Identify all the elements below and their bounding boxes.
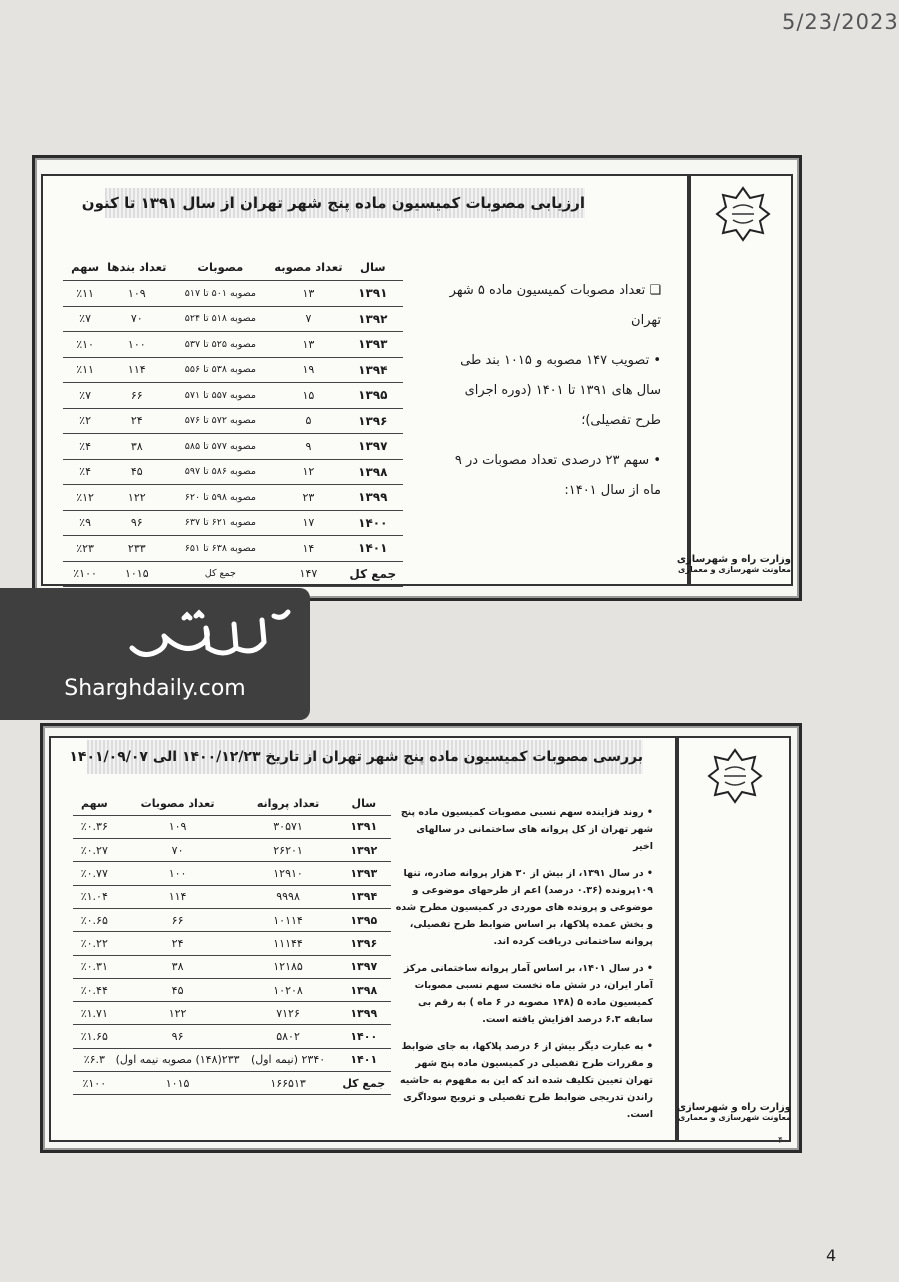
table-row (63, 332, 403, 358)
table-cell: ۱۳۹۸ (337, 978, 391, 1001)
table-cell: ٪۱۲ (63, 485, 107, 511)
table-cell: ٪۰.۲۷ (73, 839, 116, 862)
table-cell: مصوبه ۵۷۷ تا ۵۸۵ (166, 434, 274, 460)
col-header: سال (343, 254, 403, 281)
table-cell: ۱۳۹۷ (337, 955, 391, 978)
table-cell: ۵۸۰۲ (240, 1025, 337, 1048)
slide-2-table (73, 792, 391, 1095)
table-cell: ۱۳۹۵ (337, 908, 391, 931)
org-subtitle: معاونت شهرسازی و معماری (678, 565, 791, 574)
table-cell: ۱۴۰۰ (337, 1025, 391, 1048)
org-name: وزارت راه و شهرسازی (676, 554, 791, 565)
table-row (73, 932, 391, 955)
table-cell: ٪۱.۷۱ (73, 1002, 116, 1025)
slide-1-bullets (435, 276, 661, 516)
table-cell: ۱۶۶۵۱۳ (240, 1072, 337, 1095)
table-cell: ۱۰۱۵ (107, 561, 166, 587)
col-header: تعداد مصوبات (116, 792, 240, 815)
table-cell: ۱۲۲ (107, 485, 166, 511)
col-header: تعداد پروانه (240, 792, 337, 815)
col-header: تعداد مصوبه (274, 254, 342, 281)
table-cell: ۲۳۳(۱۴۸) مصوبه نیمه اول) (116, 1048, 240, 1071)
checkbox-icon: ❏ (649, 283, 661, 298)
table-cell: ٪۰.۷۷ (73, 862, 116, 885)
table-row (63, 357, 403, 383)
table-cell: ۱۳۹۲ (343, 306, 403, 332)
table-cell: ۷۰ (116, 839, 240, 862)
table-cell: ٪۱۰۰ (73, 1072, 116, 1095)
table-cell: ۱۱۴ (116, 885, 240, 908)
ministry-logo-icon (715, 186, 771, 246)
table-cell: ٪۰.۶۵ (73, 908, 116, 931)
slide-1-org (677, 554, 791, 574)
table-cell: ۷۰ (107, 306, 166, 332)
table-row (73, 885, 391, 908)
table-cell: ٪۰.۴۴ (73, 978, 116, 1001)
table-cell: ۱۴۰۱ (343, 536, 403, 562)
table-cell: مصوبه ۵۱۸ تا ۵۲۴ (166, 306, 274, 332)
table-cell: ۱۰۱۱۴ (240, 908, 337, 931)
site-url: Sharghdaily.com (64, 676, 246, 701)
table-cell: مصوبه ۵۹۸ تا ۶۲۰ (166, 485, 274, 511)
org-subtitle: معاونت شهرسازی و معماری (678, 1113, 791, 1122)
table-row (63, 281, 403, 307)
table-cell: ۱۰۹ (107, 281, 166, 307)
table-row (73, 815, 391, 838)
table-row (73, 1025, 391, 1048)
table-cell: ۱۰۹ (116, 815, 240, 838)
table-row (63, 383, 403, 409)
table-cell: مصوبه ۶۲۱ تا ۶۳۷ (166, 510, 274, 536)
table-row (73, 862, 391, 885)
table-cell: ۱۲ (274, 459, 342, 485)
table-cell: ۱۳۹۴ (343, 357, 403, 383)
table-row (63, 510, 403, 536)
table-cell: ۱۳۹۱ (343, 281, 403, 307)
table-cell: ۱۴ (274, 536, 342, 562)
table-cell: مصوبه ۶۳۸ تا ۶۵۱ (166, 536, 274, 562)
table-cell: ۱۵ (274, 383, 342, 409)
slide-1-table (63, 254, 403, 587)
table-row (73, 955, 391, 978)
table-cell: ۱۹ (274, 357, 342, 383)
table-cell: ۱۳۹۹ (337, 1002, 391, 1025)
table-cell: ۱۳۹۹ (343, 485, 403, 511)
shargh-logo (124, 598, 294, 668)
bullet-item: • به عبارت دیگر بیش از ۶ درصد پلاکها، به جای ضوابط و مقررات طرح تفصیلی در کمیسیون ماده پنج شهر تهران تعیین تکلیف شده اند که این به مفهوم به حاشیه راندن تدریجی ضوابط طرح تفصیلی و ترویج سوداگری است. (400, 1041, 653, 1120)
table-row (63, 434, 403, 460)
table-cell: ۹۶ (116, 1025, 240, 1048)
table-cell: مصوبه ۵۲۵ تا ۵۳۷ (166, 332, 274, 358)
table-cell: ۲۳۴۰ (نیمه اول) (240, 1048, 337, 1071)
table-cell: ۱۰۰ (116, 862, 240, 885)
scan-date: 5/23/2023 (782, 10, 899, 34)
table-cell: ٪۱۰ (63, 332, 107, 358)
slide-2-org (677, 1102, 791, 1122)
table-cell: ٪۷ (63, 306, 107, 332)
slide-2 (40, 723, 802, 1153)
table-cell: ٪۴ (63, 434, 107, 460)
table-cell: ۱۳ (274, 332, 342, 358)
table-cell: ۱۳۹۸ (343, 459, 403, 485)
total-row (73, 1072, 391, 1095)
table-row (63, 306, 403, 332)
col-header: تعداد بندها (107, 254, 166, 281)
total-row (63, 561, 403, 587)
org-name: وزارت راه و شهرسازی (676, 1102, 791, 1113)
table-cell: ۳۸ (116, 955, 240, 978)
table-cell: ٪۰.۳۱ (73, 955, 116, 978)
table-cell: ٪۱.۶۵ (73, 1025, 116, 1048)
table-row (63, 408, 403, 434)
table-cell: ۶۶ (107, 383, 166, 409)
bullet-item: • سهم ۲۳ درصدی تعداد مصوبات در ۹ ماه از سال ۱۴۰۱: (454, 453, 661, 498)
table-cell: ۵ (274, 408, 342, 434)
table-cell: ۷ (274, 306, 342, 332)
table-cell: ٪۴ (63, 459, 107, 485)
table-cell: ۹۹۹۸ (240, 885, 337, 908)
table-cell: ۱۳۹۶ (337, 932, 391, 955)
table-cell: ۱۰۱۵ (116, 1072, 240, 1095)
table-row (73, 978, 391, 1001)
table-row (73, 908, 391, 931)
table-cell: ٪۰.۳۶ (73, 815, 116, 838)
table-cell: ٪۲۳ (63, 536, 107, 562)
table-cell: ۲۴ (116, 932, 240, 955)
table-cell: مصوبه ۵۸۶ تا ۵۹۷ (166, 459, 274, 485)
table-cell: ٪۲ (63, 408, 107, 434)
table-cell: ۱۳۹۷ (343, 434, 403, 460)
watermark-banner (0, 588, 310, 720)
table-cell: جمع کل (166, 561, 274, 587)
table-cell: ۱۲۹۱۰ (240, 862, 337, 885)
table-cell: ٪۹ (63, 510, 107, 536)
table-row (73, 1048, 391, 1071)
table-cell: ۱۳۹۱ (337, 815, 391, 838)
table-cell: ۱۴۰۰ (343, 510, 403, 536)
table-cell: ۲۴ (107, 408, 166, 434)
col-header: سال (337, 792, 391, 815)
table-cell: ۹ (274, 434, 342, 460)
table-cell: ۱۳۹۲ (337, 839, 391, 862)
table-cell: ۱۳ (274, 281, 342, 307)
table-cell: ۱۳۹۵ (343, 383, 403, 409)
table-cell: ۴۵ (107, 459, 166, 485)
table-cell: ٪۷ (63, 383, 107, 409)
table-cell: ۳۰۵۷۱ (240, 815, 337, 838)
table-cell: ۱۲۱۸۵ (240, 955, 337, 978)
bullet-item: ❏ تعداد مصوبات کمیسیون ماده ۵ شهر تهران (449, 283, 661, 328)
table-cell: ۱۷ (274, 510, 342, 536)
table-cell: ٪۱۱ (63, 357, 107, 383)
table-cell: جمع کل (343, 561, 403, 587)
table-cell: ۱۰۲۰۸ (240, 978, 337, 1001)
table-cell: ۱۱۱۴۴ (240, 932, 337, 955)
slide-1 (32, 155, 802, 601)
col-header: سهم (63, 254, 107, 281)
table-cell: مصوبه ۵۳۸ تا ۵۵۶ (166, 357, 274, 383)
bullet-item: • روند فزاینده سهم نسبی مصوبات کمیسیون ماده پنج شهر تهران از کل پروانه های ساختمانی در سالهای اخیر (400, 807, 653, 852)
table-cell: ۴۵ (116, 978, 240, 1001)
table-cell: ۱۲۲ (116, 1002, 240, 1025)
bullet-item: • در سال ۱۳۹۱، از بیش از ۳۰ هزار پروانه صادره، تنها ۱۰۹پرونده (۰.۳۶ درصد) اعم از طرحهای موضوعی و موضوعی و پرونده های موردی در کمیسیون مطرح شده و بخش عمده پلاکها، بر اساس ضوابط طرح تفصیلی، پروانه ساختمانی دریافت کرده اند. (395, 868, 653, 947)
table-cell: ۱۴۷ (274, 561, 342, 587)
table-cell: ۲۳ (274, 485, 342, 511)
table-cell: ٪۶.۳ (73, 1048, 116, 1071)
table-cell: ۳۸ (107, 434, 166, 460)
slide-1-title: ارزیابی مصوبات کمیسیون ماده پنج شهر تهران از سال ۱۳۹۱ تا کنون (105, 188, 585, 218)
table-cell: ۹۶ (107, 510, 166, 536)
slide-2-title: بررسی مصوبات کمیسیون ماده پنج شهر تهران از تاریخ ۱۴۰۰/۱۲/۲۳ الی ۱۴۰۱/۰۹/۰۷ (87, 740, 643, 774)
table-cell: ۱۰۰ (107, 332, 166, 358)
table-cell: ۱۳۹۳ (343, 332, 403, 358)
table-cell: مصوبه ۵۵۷ تا ۵۷۱ (166, 383, 274, 409)
ministry-logo-icon (707, 748, 763, 808)
table-cell: ۷۱۲۶ (240, 1002, 337, 1025)
table-cell: ۱۳۹۶ (343, 408, 403, 434)
table-cell: ۲۶۲۰۱ (240, 839, 337, 862)
table-row (73, 1002, 391, 1025)
col-header: سهم (73, 792, 116, 815)
table-cell: ۶۶ (116, 908, 240, 931)
table-row (63, 459, 403, 485)
table-row (63, 536, 403, 562)
bullet-item: • تصویب ۱۴۷ مصوبه و ۱۰۱۵ بند طی سال های ۱۳۹۱ تا ۱۴۰۱ (دوره اجرای طرح تفصیلی)؛ (460, 353, 661, 428)
slide-2-bullets (395, 804, 653, 1133)
table-cell: مصوبه ۵۰۱ تا ۵۱۷ (166, 281, 274, 307)
bullet-item: • در سال ۱۴۰۱، بر اساس آمار پروانه ساختمانی مرکز آمار ایران، در شش ماه نخست سهم نسبی مصوبات کمیسیون ماده ۵ (۱۴۸ مصوبه در ۶ ماه ) به رقم بی سابقه ۶.۳ درصد افزایش یافته است. (403, 963, 653, 1025)
corner-mark: ۴۰ (778, 1136, 788, 1146)
table-cell: مصوبه ۵۷۲ تا ۵۷۶ (166, 408, 274, 434)
table-cell: جمع کل (337, 1072, 391, 1095)
col-header: مصوبات (166, 254, 274, 281)
table-cell: ۱۴۰۱ (337, 1048, 391, 1071)
table-cell: ۱۳۹۳ (337, 862, 391, 885)
table-cell: ٪۱۰۰ (63, 561, 107, 587)
table-cell: ٪۱.۰۴ (73, 885, 116, 908)
table-row (63, 485, 403, 511)
page-number: 4 (826, 1246, 837, 1265)
table-cell: ۲۳۳ (107, 536, 166, 562)
table-cell: ٪۰.۲۲ (73, 932, 116, 955)
table-cell: ٪۱۱ (63, 281, 107, 307)
table-row (73, 839, 391, 862)
table-cell: ۱۱۴ (107, 357, 166, 383)
table-cell: ۱۳۹۴ (337, 885, 391, 908)
